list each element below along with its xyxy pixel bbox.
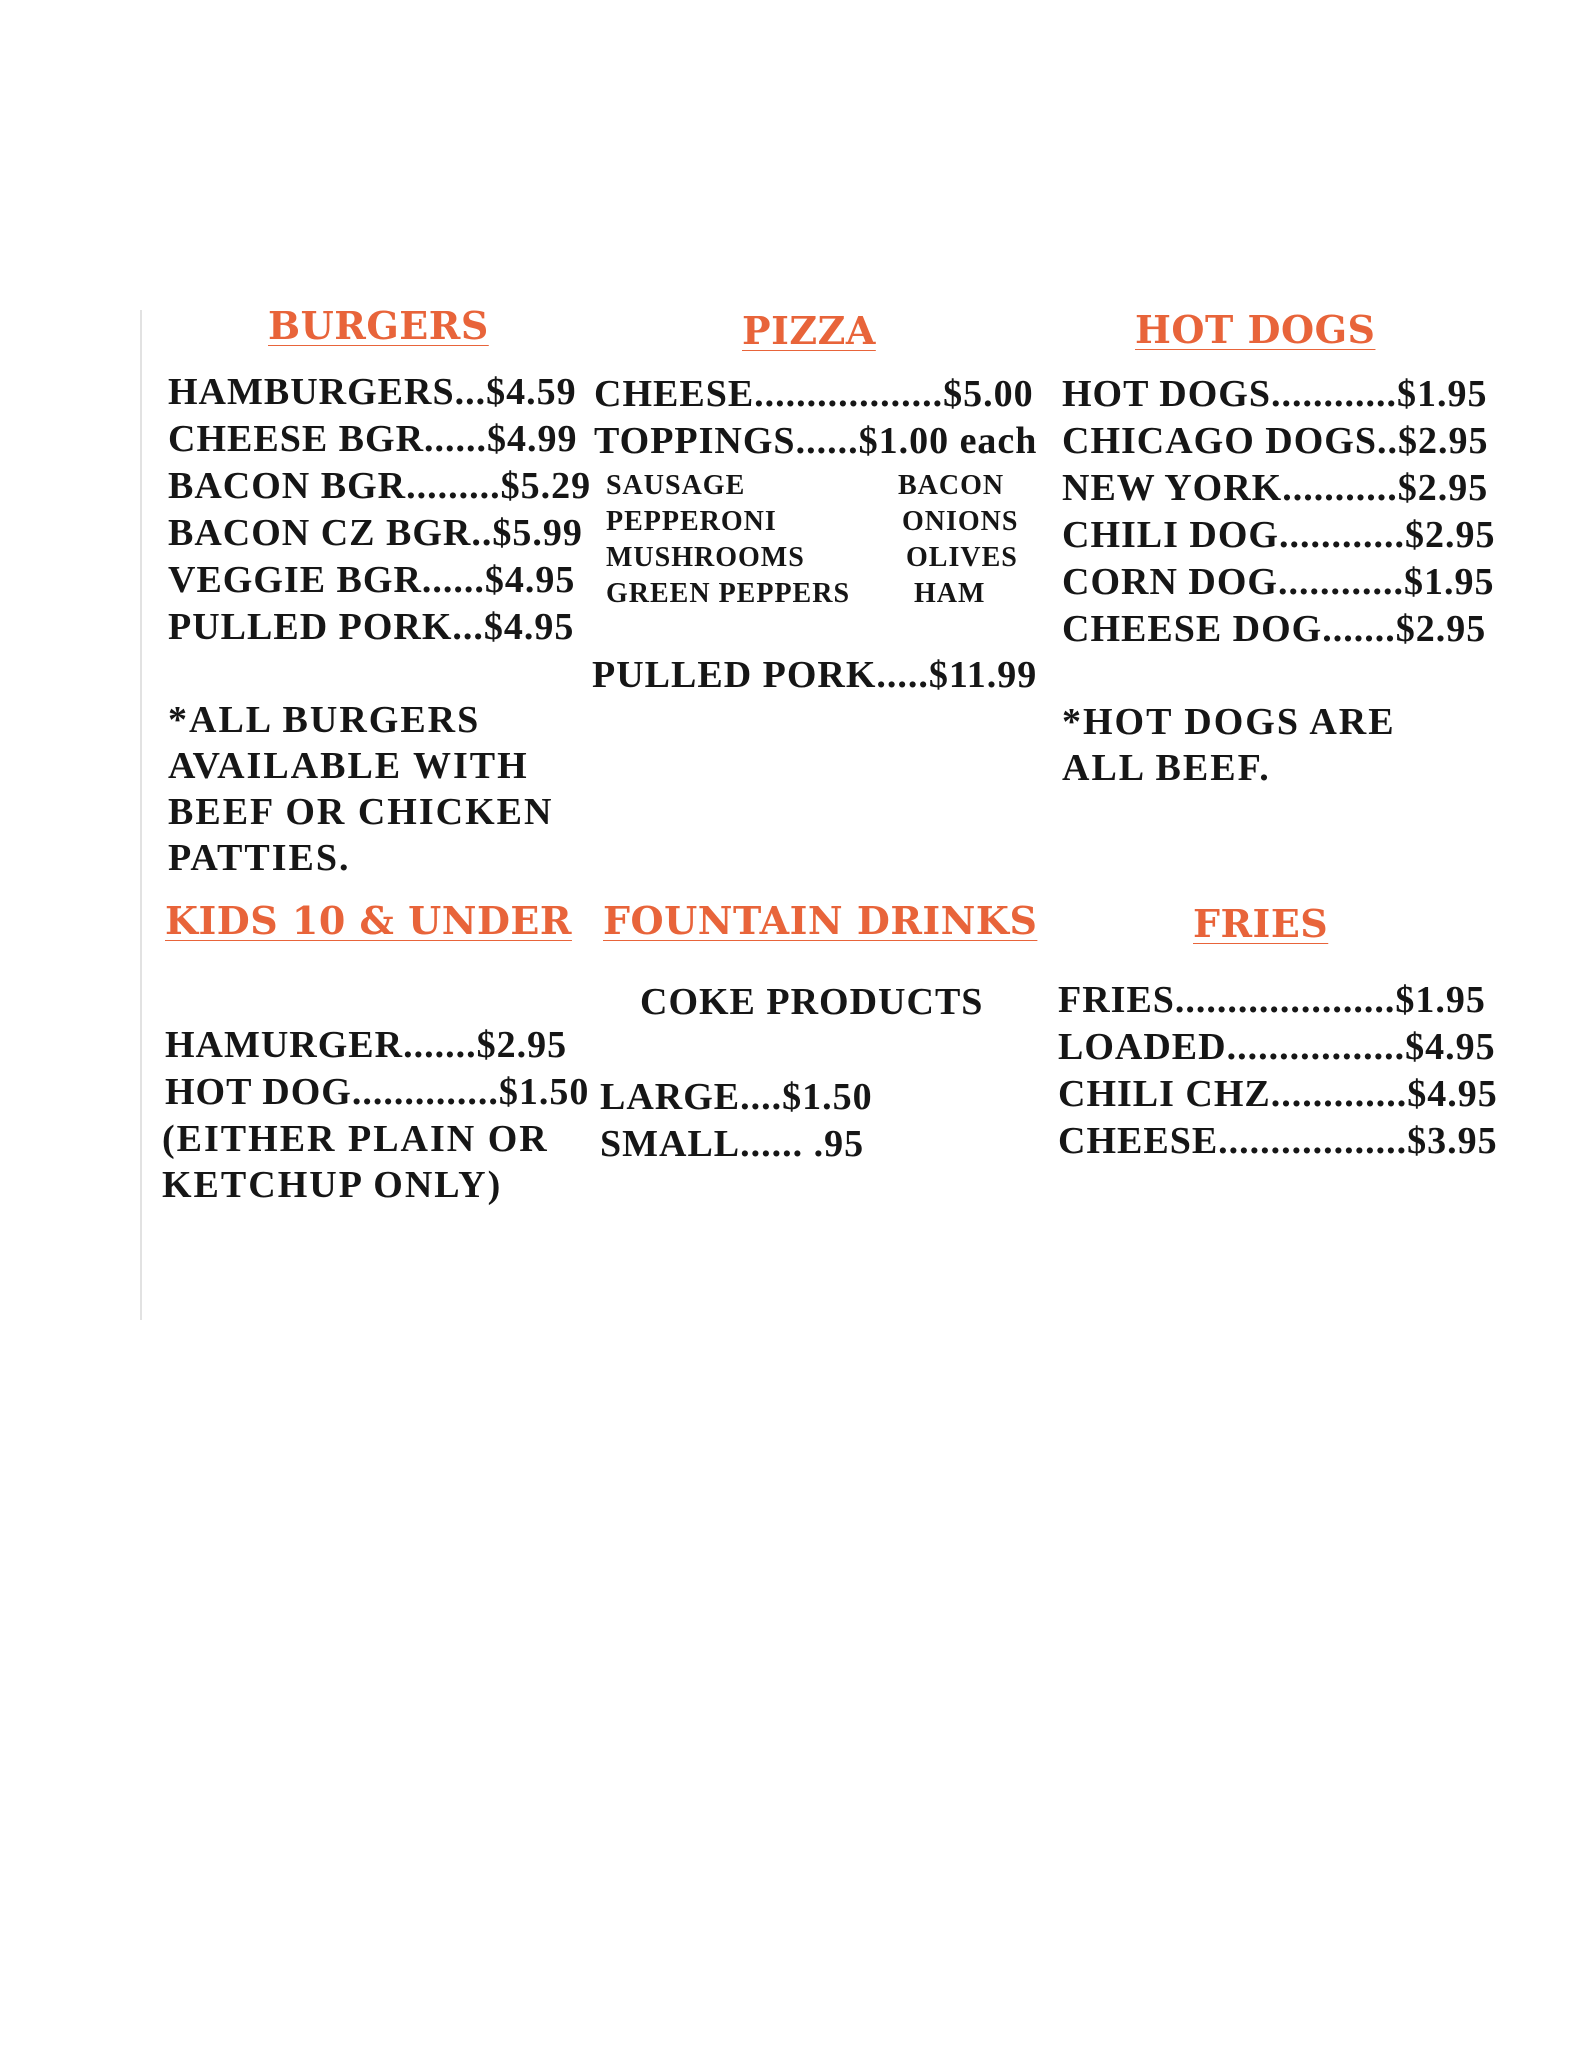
kids-heading: KIDS 10 & UNDER [165,898,572,943]
note-line: ALL BEEF. [1062,747,1271,789]
note-line: BEEF OR CHICKEN [168,791,554,833]
menu-item: CORN DOG............$1.95 [1062,561,1495,603]
menu-item: SMALL...... .95 [600,1123,865,1165]
menu-item: PULLED PORK...$4.95 [168,606,575,648]
fries-heading: FRIES [1193,901,1329,946]
note-line: *HOT DOGS ARE [1062,701,1396,743]
note-line: *ALL BURGERS [168,699,481,741]
topping: GREEN PEPPERS [606,578,851,609]
note-line: (EITHER PLAIN OR [162,1118,549,1160]
topping: HAM [914,578,986,609]
menu-item: BACON BGR.........$5.29 [168,465,592,507]
menu-item: VEGGIE BGR......$4.95 [168,559,576,601]
drinks-heading: FOUNTAIN DRINKS [603,898,1038,943]
menu-item: CHEESE..................$3.95 [1058,1120,1498,1162]
menu-item: CHICAGO DOGS..$2.95 [1062,420,1489,462]
note-line: KETCHUP ONLY) [162,1164,503,1206]
menu-item: CHILI DOG............$2.95 [1062,514,1496,556]
menu-item: HAMBURGERS...$4.59 [168,371,577,413]
topping: SAUSAGE [606,470,746,501]
hot-dogs-heading: HOT DOGS [1135,307,1376,352]
burgers-heading: BURGERS [268,303,489,348]
pizza-toppings: TOPPINGS......$1.00 each [594,420,1038,462]
drinks-subheading: COKE PRODUCTS [640,981,984,1023]
note-line: PATTIES. [168,837,351,879]
menu-item: FRIES.....................$1.95 [1058,979,1486,1021]
menu-item: NEW YORK...........$2.95 [1062,467,1489,509]
hot-dogs-note [1062,699,1396,791]
pizza-cheese: CHEESE..................$5.00 [594,373,1034,415]
note-line: AVAILABLE WITH [168,745,529,787]
kids-note [162,1116,549,1208]
menu-item: LARGE....$1.50 [600,1076,873,1118]
menu-item: BACON CZ BGR..$5.99 [168,512,583,554]
pizza-heading: PIZZA [742,308,876,353]
menu-item: CHEESE BGR......$4.99 [168,418,578,460]
menu-item: HAMURGER.......$2.95 [165,1024,568,1066]
topping: BACON [898,470,1005,501]
menu-item: HOT DOGS............$1.95 [1062,373,1488,415]
topping: MUSHROOMS [606,542,805,573]
topping: OLIVES [906,542,1018,573]
card-edge [140,310,142,1320]
pizza-pulled-pork: PULLED PORK.....$11.99 [592,654,1038,696]
menu-item: HOT DOG..............$1.50 [165,1071,590,1113]
topping: ONIONS [902,506,1019,537]
menu-item: LOADED.................$4.95 [1058,1026,1496,1068]
burgers-note [168,697,553,881]
menu-item: CHILI CHZ.............$4.95 [1058,1073,1498,1115]
topping: PEPPERONI [606,506,777,537]
menu-item: CHEESE DOG.......$2.95 [1062,608,1487,650]
